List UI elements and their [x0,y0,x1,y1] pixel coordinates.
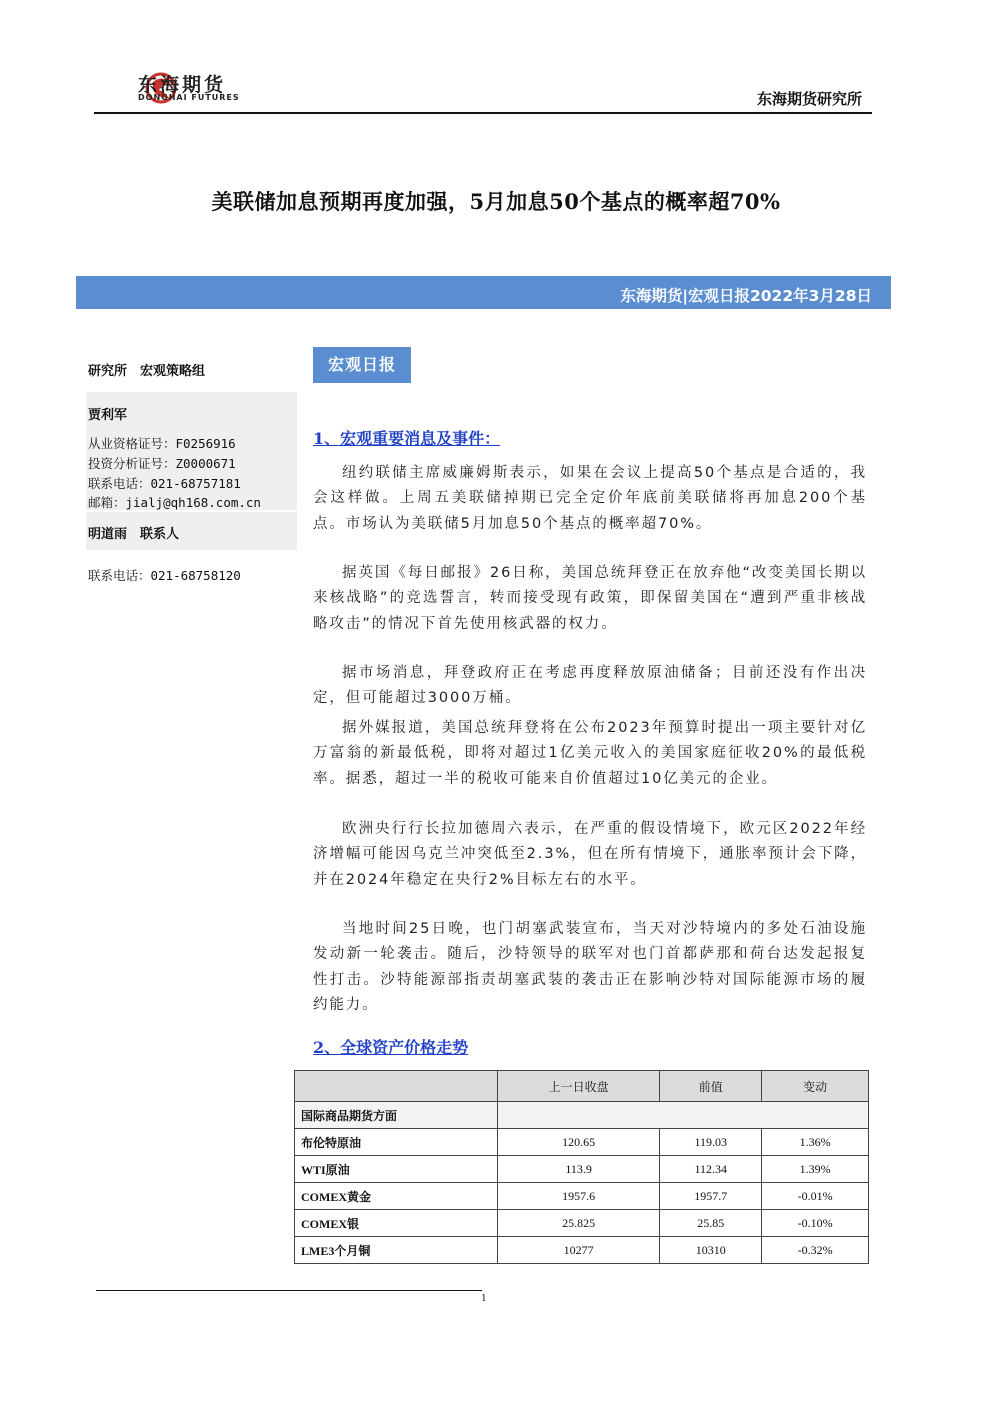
category-spacer [498,1102,869,1129]
news-paragraph: 当地时间25日晚，也门胡塞武装宣布，当天对沙特境内的多处石油设施发动新一轮袭击。随后，沙特领导的联军对也门首都萨那和荷台达发起报复性打击。沙特能源部指责胡塞武装的袭击正在影响沙特对国际能源市场的履约能力。 [313,921,867,1013]
prev-value: 112.34 [660,1156,762,1183]
report-type-tag: 宏观日报 [313,347,411,383]
table-header-row [295,1071,869,1102]
news-paragraph: 据市场消息，拜登政府正在考虑再度释放原油储备；目前还没有作出决定，但可能超过3000万桶。 [313,665,867,707]
sidebar-group: 研究所 宏观策略组 [88,364,206,379]
close-value: 10277 [498,1237,660,1264]
asset-name: COMEX银 [295,1210,498,1237]
prev-value: 25.85 [660,1210,762,1237]
logo-text-en: DONGHAI FUTURES [138,93,240,102]
close-value: 120.65 [498,1129,660,1156]
close-value: 25.825 [498,1210,660,1237]
contact-phone: 联系电话：021-68758120 [88,568,241,583]
news-paragraph: 欧洲央行行长拉加德周六表示，在严重的假设情境下，欧元区2022年经济增幅可能因乌克兰冲突低至2.3%，但在所有情境下，通胀率预计会下降，并在2024年稳定在央行2%目标左右的水平。 [313,821,867,888]
analysis-cert-number: 投资分析证号：Z0000671 [88,456,236,471]
section-heading-prices: 2、全球资产价格走势 [313,1038,469,1057]
change-value: -0.10% [762,1210,869,1237]
asset-price-table [294,1070,869,1264]
analyst-email: 邮箱：jialj@qh168.com.cn [88,495,261,510]
qualification-number: 从业资格证号：F0256916 [88,436,236,451]
asset-name: WTI原油 [295,1156,498,1183]
asset-name: 布伦特原油 [295,1129,498,1156]
prev-value: 1957.7 [660,1183,762,1210]
table-header-cell: 上一日收盘 [498,1071,660,1102]
contact-name: 明道雨 联系人 [88,527,180,542]
header-divider [94,112,872,114]
institute-name: 东海期货研究所 [756,90,862,108]
analyst-phone: 联系电话：021-68757181 [88,476,241,491]
asset-name: LME3个月铜 [295,1237,498,1264]
table-row [295,1237,869,1264]
table-header-cell [295,1071,498,1102]
table-row [295,1210,869,1237]
table-header-cell: 变动 [762,1071,869,1102]
report-title: 美联储加息预期再度加强，5月加息50个基点的概率超70% [211,189,781,214]
section-heading-news: 1、宏观重要消息及事件： [313,429,501,448]
table-row [295,1129,869,1156]
news-paragraph: 纽约联储主席威廉姆斯表示，如果在会议上提高50个基点是合适的，我会这样做。上周五美联储掉期已完全定价年底前美联储将再加息200个基点。市场认为美联储5月加息50个基点的概率超70%。 [313,465,867,532]
change-value: 1.36% [762,1129,869,1156]
news-paragraph: 据英国《每日邮报》26日称，美国总统拜登正在放弃他“改变美国长期以来核战略”的竞选誓言，转而接受现有政策，即保留美国在“遭到严重非核战略攻击”的情况下首先使用核武器的权力。 [313,565,867,632]
table-row [295,1156,869,1183]
table-header-cell: 前值 [660,1071,762,1102]
banner-text: 东海期货|宏观日报2022年3月28日 [620,287,872,305]
footer-divider [96,1290,482,1291]
table-category-row [295,1102,869,1129]
category-label: 国际商品期货方面 [295,1102,498,1129]
change-value: -0.01% [762,1183,869,1210]
asset-name: COMEX黄金 [295,1183,498,1210]
table-row [295,1183,869,1210]
page-number: 1 [481,1292,487,1304]
close-value: 1957.6 [498,1183,660,1210]
news-paragraph: 据外媒报道，美国总统拜登将在公布2023年预算时提出一项主要针对亿万富翁的新最低税，即将对超过1亿美元收入的美国家庭征收20%的最低税率。据悉，超过一半的税收可能来自价值超过10亿美元的企业。 [313,720,867,787]
change-value: 1.39% [762,1156,869,1183]
prev-value: 119.03 [660,1129,762,1156]
change-value: -0.32% [762,1237,869,1264]
logo-text-cn: 东海期货 [138,74,227,96]
close-value: 113.9 [498,1156,660,1183]
analyst-name: 贾利军 [88,408,128,423]
prev-value: 10310 [660,1237,762,1264]
